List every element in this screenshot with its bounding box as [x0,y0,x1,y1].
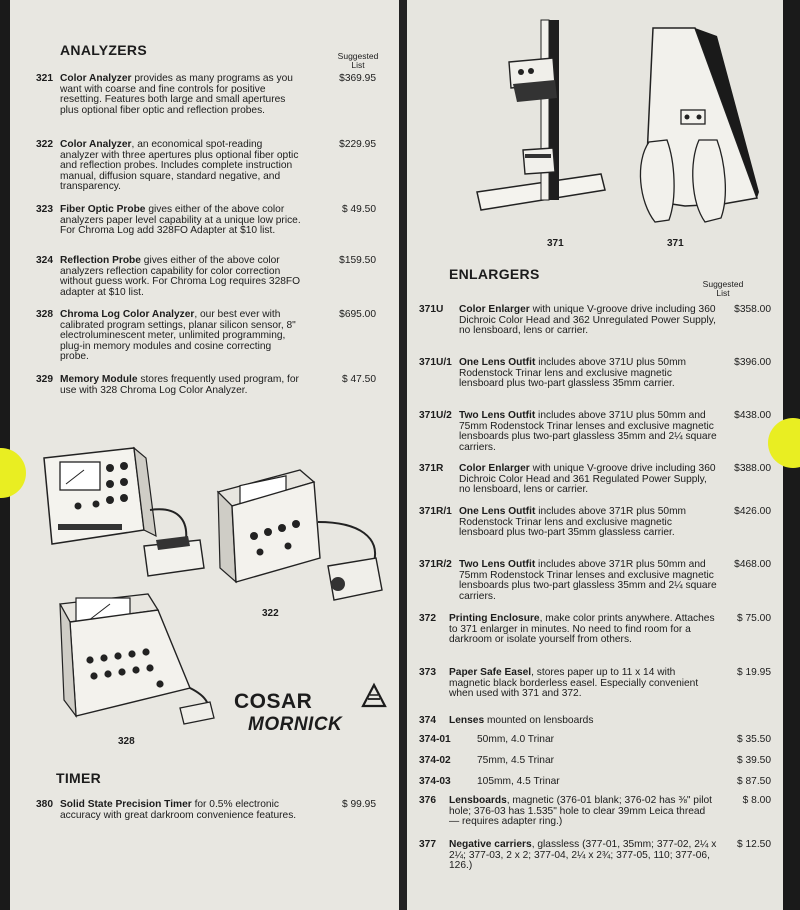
analyzer-328-illustration [50,590,240,740]
right-page: 371 371 ENLARGERS Suggested List 371U Color Enlarger with unique V-groove drive including 360 Dichroic Color Head and 362 Unregulated Power Supply, no lensboard, lens or carrier. $358.00 371U/1 One Lens Outfit includes above 371U plus 50mm Rodenstock Trinar lens and exclusive magnetic lensboard plus two-part glassless 35mm carrier. $396.00 371U/2 Two Lens Outfit includes above 371U plus 50mm and 75mm Rodenstock Trinar lenses and exclusive magnetic lensboards plus two-part glassless 35mm and 2¼ square carriers. $438.00 371R Color Enlarger with unique V-groove drive including 360 Dichroic Color Head and 361 Regulated Power Supply, no lensboard, lens or carrier. $388.00 371R/1 One Lens Outfit includes above 371R plus 50mm Rodenstock Trinar lens and exclusive magnetic lensboard plus two-part 35mm glassless carrier. $426.00 371R/2 Two Lens Outfit includes above 371R plus 50mm and 75mm Rodenstock Trinar lenses and exclusive magnetic lensboards plus two-part glassless 35mm and 2¼ square carriers. $468.00 372 Printing Enclosure, make color prints anywhere. Attaches to 371 enlarger in minutes. No need to find room for a darkroom or isolate yourself from others. $ 75.00 373 Paper Safe Easel, stores paper up to 11 x 14 with magnetic black borderless easel. Especially convenient when used with 371 and 372. $ 19.95 374 Lenses mounted on lensboards 374-01 50mm, 4.0 Trinar $ 35.50 374-02 75mm, 4.5 Trinar $ 39.50 374-03 105mm, 4.5 Trinar $ 87.50 376 Lensboards, magnetic (376-01 blank; 376-02 has ⅜" pilot hole; 376-03 has 1.535" hole to clear 39mm Leica thread — requires adapter ring.) $ 8.00 377 Negative carriers, glassless (377-01, 35mm; 377-02, 2¼ x 2¼; 377-03, 2 x 2; 377-04, 2¼ x 2¾; 377-05, 110; 377-06, 126.) $ 12.50 [407,0,783,910]
suggested-list-label: Suggested List [337,51,379,70]
analyzer-321-illustration [38,440,218,590]
cosar-mornick-logo: COSAR MORNICK [228,690,388,740]
figure-caption-371-enlarger: 371 [547,238,564,249]
page-spine [399,0,407,910]
enlargers-heading: ENLARGERS [449,266,540,282]
analyzers-heading: ANALYZERS [60,42,147,58]
printing-enclosure-371-illustration [625,22,765,242]
figure-caption-322: 322 [262,608,279,619]
enlarger-371-illustration [471,14,621,224]
figure-caption-328: 328 [118,736,135,747]
logo-mark-icon [362,684,386,710]
timer-heading: TIMER [56,770,102,786]
figure-caption-371-enclosure: 371 [667,238,684,249]
suggested-list-label: Suggested List [702,279,744,298]
left-page: ANALYZERS Suggested List 321 Color Analyzer provides as many programs as you want with coarse and fine controls for positive resetting. Features both large and small apertures plus optional fiber optic and reflection probes. $369.95 322 Color Analyzer, an economical spot-reading analyzer with three apertures plus optional fiber optic and reflection probes. Includes complete instruction manual, diffusion square, standard negative, and transparency. $229.95 323 Fiber Optic Probe gives either of the above color analyzers paper level capability at a unique low price. For Chroma Log add 328FO Adapter at $10 list. $ 49.50 324 Reflection Probe gives either of the above color analyzers reflection capability for color correction without guess work. For Chroma Log requires 328FO adapter at $10 list. $159.50 328 Chroma Log Color Analyzer, our best ever with calibrated program settings, planar silicon sensor, 8" electroluminescent meter, unlimited programming, plug-in memory modules and cosine correcting probe. $695.00 329 Memory Module stores frequently used program, for use with 328 Chroma Log Color Analyzer. $ 47.50 322 328 COSAR MORNICK TIMER 380 Solid State Precision Timer for 0.5% electronic accuracy with great darkroom convenience features. $ 99.95 [10,0,399,910]
